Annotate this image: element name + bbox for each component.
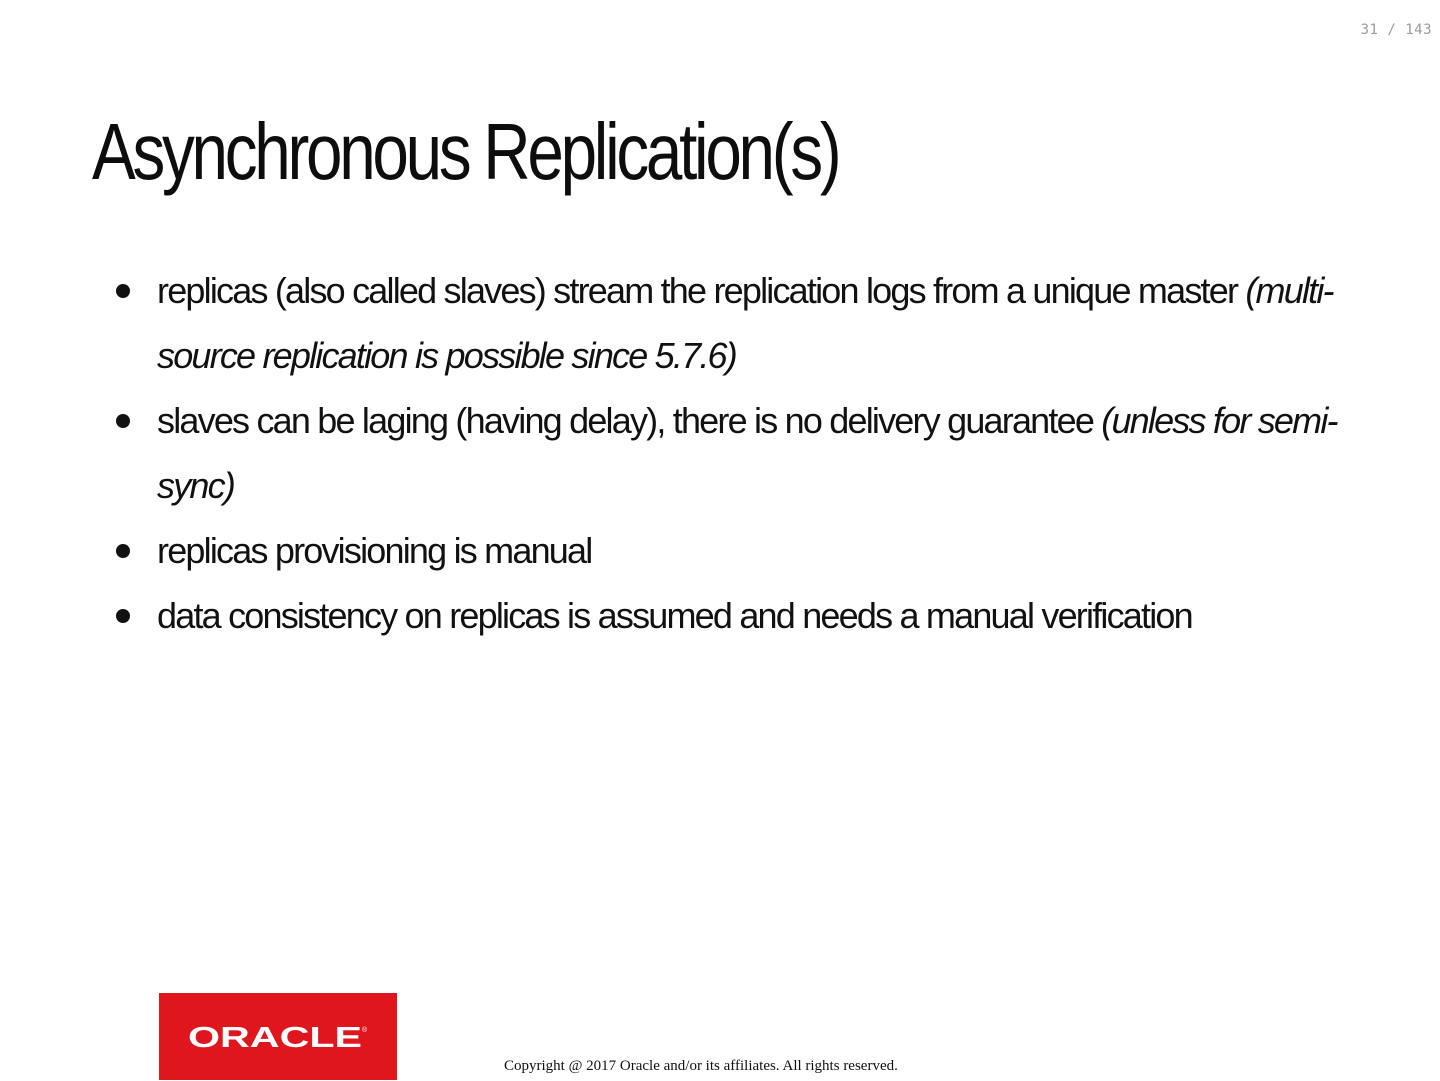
bullet-item <box>116 583 1366 648</box>
bullet-text: replicas (also called slaves) stream the replication logs from a unique master <box>157 270 1246 311</box>
bullet-text: data consistency on replicas is assumed and needs a manual verification <box>157 595 1192 636</box>
bullet-list <box>116 258 1366 648</box>
bullet-emphasis: (unless for semi-sync) <box>157 400 1337 506</box>
bullet-dot-icon <box>116 544 130 558</box>
svg-text:ORACLE: ORACLE <box>188 1022 362 1051</box>
slide-counter: 31 / 143 <box>1360 22 1432 38</box>
bullet-dot-icon <box>116 414 130 428</box>
svg-text:®: ® <box>362 1026 368 1034</box>
bullet-item <box>116 518 1366 583</box>
copyright-notice: Copyright @ 2017 Oracle and/or its affiliates. All rights reserved. <box>504 1058 898 1074</box>
oracle-logo <box>159 993 397 1080</box>
bullet-dot-icon <box>116 284 130 298</box>
bullet-item <box>116 258 1366 388</box>
bullet-text: replicas provisioning is manual <box>157 530 592 571</box>
bullet-dot-icon <box>116 609 130 623</box>
bullet-item <box>116 388 1366 518</box>
bullet-emphasis: (multi-source replication is possible since 5.7.6) <box>157 270 1333 376</box>
bullet-text: slaves can be laging (having delay), there is no delivery guarantee <box>157 400 1102 441</box>
page-title: Asynchronous Replication(s) <box>92 107 839 196</box>
oracle-wordmark-icon <box>188 1023 368 1051</box>
